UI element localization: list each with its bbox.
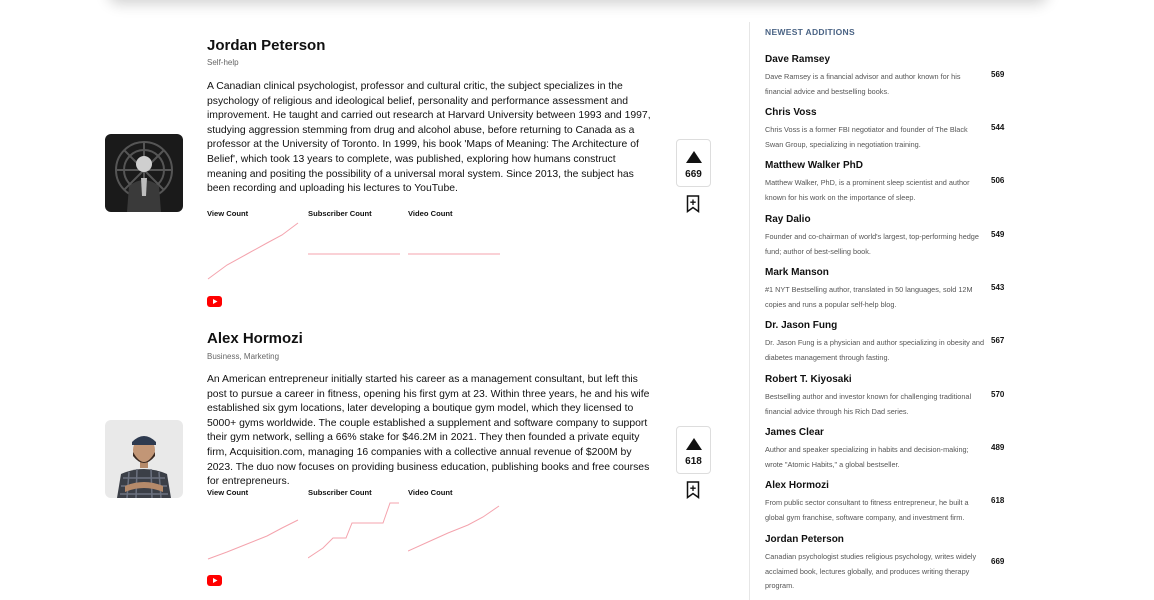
upvote-arrow-icon xyxy=(686,151,702,163)
sidebar-item-description: Dr. Jason Fung is a physician and author specializing in obesity and diabetes management through fasting. xyxy=(765,338,985,362)
creator-tags: Self-help xyxy=(207,58,239,67)
creator-name[interactable]: Jordan Peterson xyxy=(207,37,326,54)
video-count-sparkline xyxy=(408,221,500,281)
sidebar-item-name[interactable]: Ray Dalio xyxy=(765,214,811,225)
creator-tags: Business, Marketing xyxy=(207,352,280,361)
vote-count: 618 xyxy=(685,456,702,467)
youtube-icon[interactable] xyxy=(207,296,222,307)
sidebar-item-description: Author and speaker specializing in habits and decision-making; wrote "Atomic Habits," a global bestseller. xyxy=(765,445,969,469)
sidebar-item-count: 543 xyxy=(991,283,1005,292)
sidebar-item-name[interactable]: Robert T. Kiyosaki xyxy=(765,374,852,385)
sidebar-divider xyxy=(749,22,750,600)
subscriber-count-sparkline xyxy=(308,500,400,560)
sidebar-item-description: Matthew Walker, PhD, is a prominent sleep scientist and author known for his work on the importance of sleep. xyxy=(765,178,970,202)
subscriber-count-label: Subscriber Count xyxy=(308,488,372,497)
sidebar-item-description: Chris Voss is a former FBI negotiator and founder of The Black Swan Group, specializing in negotiation training. xyxy=(765,125,968,149)
sidebar-item-description: Canadian psychologist studies religious psychology, writes widely acclaimed book, lectures globally, and produces writing therapy program. xyxy=(765,552,977,591)
sidebar-item-name[interactable]: Dr. Jason Fung xyxy=(765,320,838,331)
sidebar-heading: NEWEST ADDITIONS xyxy=(765,27,855,37)
sidebar-item-description: Founder and co-chairman of world's largest, top-performing hedge fund; author of best-selling book. xyxy=(765,232,979,256)
sidebar-item-count: 567 xyxy=(991,336,1005,345)
sidebar-item-count: 549 xyxy=(991,230,1005,239)
sidebar-item-description: #1 NYT Bestselling author, translated in 50 languages, sold 12M copies and runs a popular self-help blog. xyxy=(765,285,973,309)
creator-description: A Canadian clinical psychologist, professor and cultural critic, the subject specializes in the psychology of religious and ideological belief, personality and performance assessment and improvement. He taught and carried out research at Harvard University between 1993 and 1997, studying aggression stemming from drug and alcohol abuse, before returning to Canada as a professor at the University of Toronto. In 1999, his book 'Maps of Meaning: The Architecture of Belief', which took 13 years to complete, was published, exploring how humans construct meaning and positing the possibility of a universal moral system. Since 2013, the subject has been recording and uploading his lectures to YouTube. xyxy=(207,81,651,195)
creator-description: An American entrepreneur initially started his career as a management consultant, but left this post to pursue a career in fitness, opening his first gym at 23. Within three years, he and his wife established six gym locations, later developing a boutique gym model, which they licensed to 5000+ gyms worldwide. The couple established a supplement and software company to support their gym network, selling a 66% stake for $46.2M in 2021. They then founded a private equity firm, Acquisition.com, managing 16 companies with a collective annual revenue of $200M by 2023. The duo now focuses on providing business education, publishing books and free courses for entrepreneurs. xyxy=(207,374,650,488)
sidebar-item-name[interactable]: Dave Ramsey xyxy=(765,54,831,65)
newest-additions-sidebar xyxy=(765,0,1025,600)
sidebar-item-name[interactable]: Mark Manson xyxy=(765,267,829,278)
upvote-arrow-icon xyxy=(686,438,702,450)
sidebar-item-description: Dave Ramsey is a financial advisor and author known for his financial advice and bestselling books. xyxy=(765,72,961,96)
creator-name[interactable]: Alex Hormozi xyxy=(207,330,303,347)
video-count-sparkline xyxy=(408,500,500,560)
video-count-label: Video Count xyxy=(408,488,453,497)
youtube-icon[interactable] xyxy=(207,575,222,586)
sidebar-item-count: 669 xyxy=(991,557,1005,566)
sidebar-item-count: 544 xyxy=(991,123,1005,132)
sidebar-item-count: 570 xyxy=(991,390,1005,399)
video-count-label: Video Count xyxy=(408,209,453,218)
avatar[interactable] xyxy=(105,134,183,212)
bookmark-icon[interactable] xyxy=(686,481,700,499)
subscriber-count-label: Subscriber Count xyxy=(308,209,372,218)
view-count-label: View Count xyxy=(207,209,249,218)
sidebar-item-name[interactable]: Chris Voss xyxy=(765,107,817,118)
sidebar-item-name[interactable]: Alex Hormozi xyxy=(765,480,829,491)
sidebar-item-name[interactable]: Jordan Peterson xyxy=(765,534,844,545)
sidebar-item-description: From public sector consultant to fitness entrepreneur, he built a global gym franchise, software company, and investment firm. xyxy=(765,498,969,522)
sidebar-item-count: 618 xyxy=(991,496,1005,505)
view-count-sparkline xyxy=(207,221,299,281)
bookmark-icon[interactable] xyxy=(686,195,700,213)
sidebar-item-name[interactable]: James Clear xyxy=(765,427,824,438)
subscriber-count-sparkline xyxy=(308,221,400,281)
sidebar-item-description: Bestselling author and investor known for challenging traditional financial advice through his Rich Dad series. xyxy=(765,392,972,416)
upvote-button[interactable] xyxy=(676,426,711,474)
sidebar-item-name[interactable]: Matthew Walker PhD xyxy=(765,160,863,171)
vote-count: 669 xyxy=(685,169,702,180)
sidebar-item-count: 489 xyxy=(991,443,1005,452)
avatar[interactable] xyxy=(105,420,183,498)
view-count-sparkline xyxy=(207,500,299,560)
sidebar-item-count: 506 xyxy=(991,176,1005,185)
sidebar-item-count: 569 xyxy=(991,70,1005,79)
upvote-button[interactable] xyxy=(676,139,711,187)
view-count-label: View Count xyxy=(207,488,249,497)
